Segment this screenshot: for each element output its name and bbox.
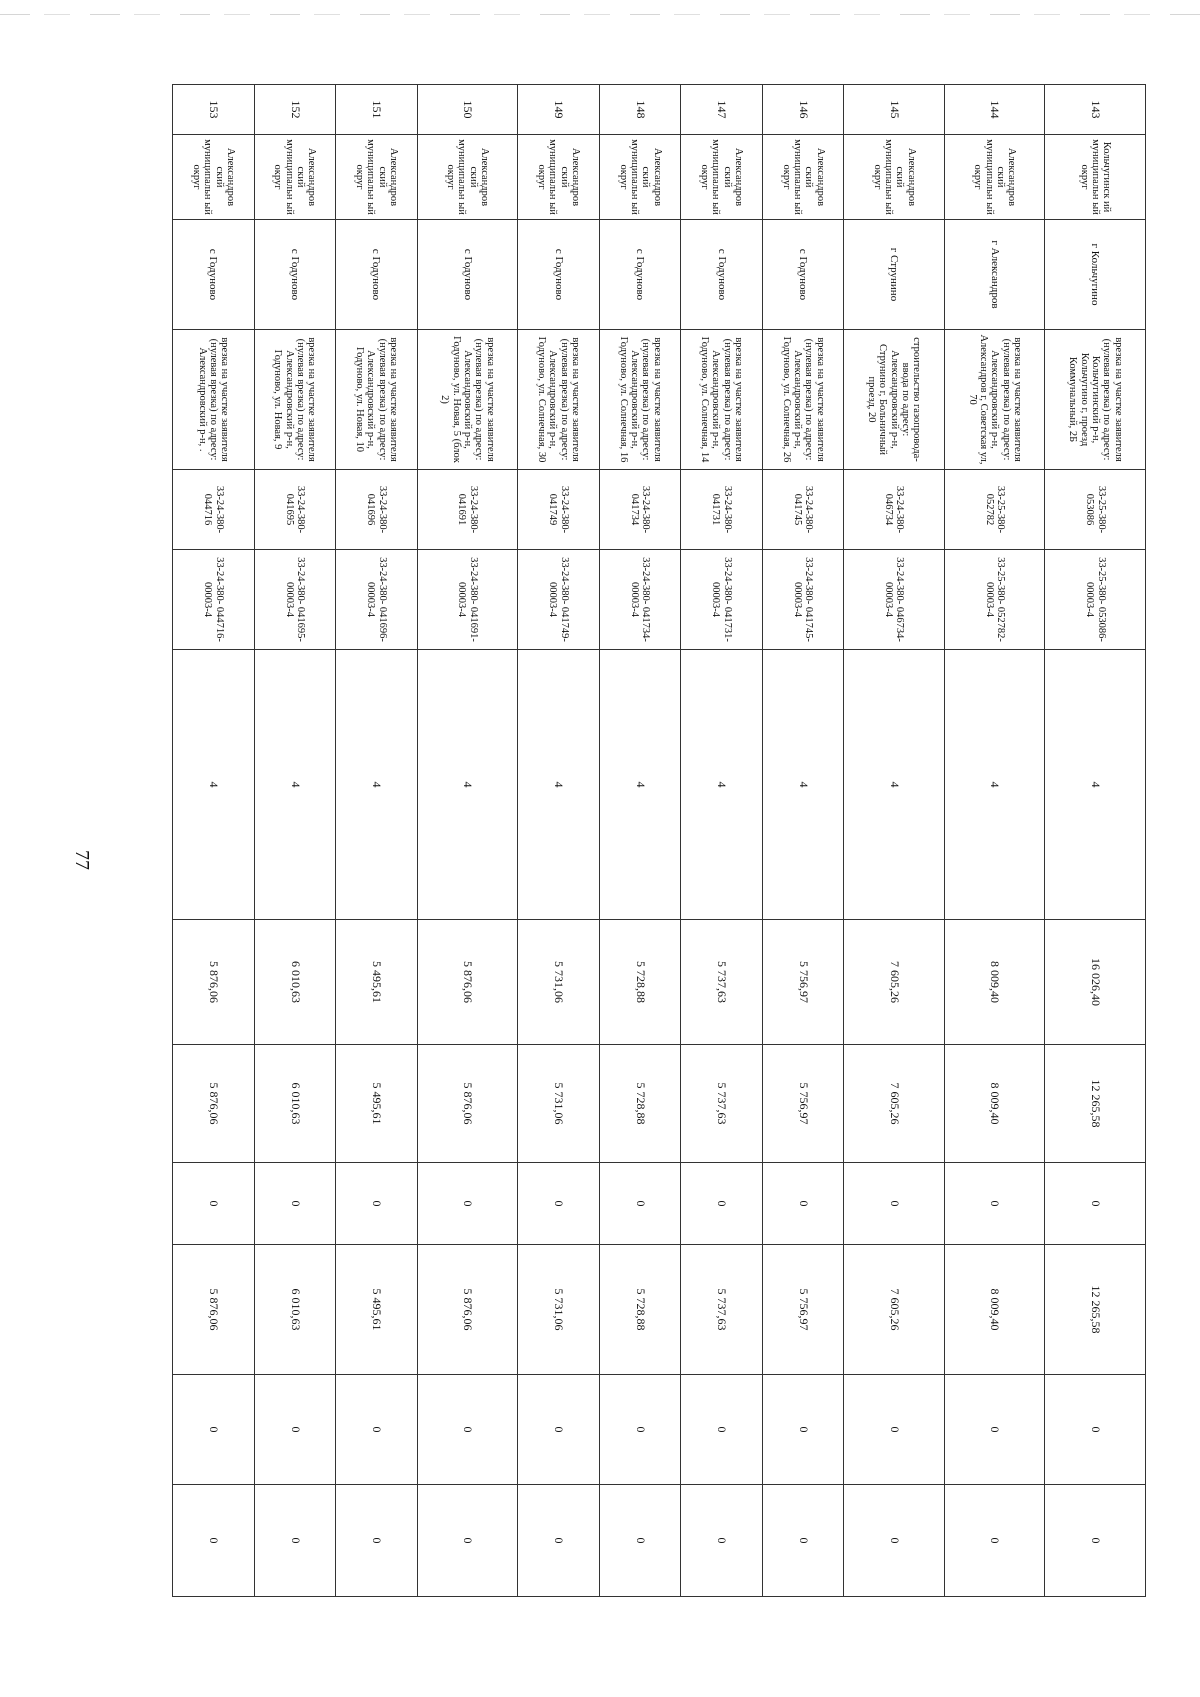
cost-e-cell: 0 bbox=[336, 1485, 418, 1597]
cost-c-cell: 5 728,88 bbox=[599, 1245, 681, 1375]
row-number-cell: 146 bbox=[762, 85, 844, 135]
cost-c-cell: 6 010,63 bbox=[254, 1245, 336, 1375]
category-value-cell: 4 bbox=[681, 650, 763, 920]
total-cost-cell: 5 728,88 bbox=[599, 920, 681, 1045]
municipal-district-cell: Александров ский муниципальн ый округ bbox=[417, 135, 518, 220]
municipal-district-cell: Александров ский муниципальн ый округ bbox=[254, 135, 336, 220]
table-row bbox=[599, 85, 681, 1597]
municipal-district-cell: Александров ский муниципальн ый округ bbox=[518, 135, 600, 220]
work-description-cell: врезка на участке заявителя (нулевая врезка) по адресу: Александровский р-н, Годуново, ул. Солнечная, 26 bbox=[762, 330, 844, 470]
cost-e-cell: 0 bbox=[844, 1485, 945, 1597]
category-value-cell: 4 bbox=[518, 650, 600, 920]
cost-d-cell: 0 bbox=[1045, 1375, 1146, 1485]
cost-d-cell: 0 bbox=[844, 1375, 945, 1485]
table-row bbox=[336, 85, 418, 1597]
data-table bbox=[172, 84, 1146, 1597]
cost-e-cell: 0 bbox=[599, 1485, 681, 1597]
cost-c-cell: 8 009,40 bbox=[944, 1245, 1045, 1375]
object-code-cell: 33-25-380- 052782 bbox=[944, 470, 1045, 550]
municipal-district-cell: Александров ский муниципальн ый округ bbox=[599, 135, 681, 220]
work-description-cell: врезка на участке заявителя (нулевая врезка) по адресу: Александровский р-н, Годуново, ул. Новая, 10 bbox=[336, 330, 418, 470]
category-value-cell: 4 bbox=[599, 650, 681, 920]
contract-code-cell: 33-24-380- 044716- 00003-4 bbox=[173, 550, 255, 650]
total-cost-cell: 5 731,06 bbox=[518, 920, 600, 1045]
object-code-cell: 33-24-380- 041691 bbox=[417, 470, 518, 550]
cost-b-cell: 0 bbox=[944, 1163, 1045, 1245]
contract-code-cell: 33-24-380- 041695- 00003-4 bbox=[254, 550, 336, 650]
settlement-cell: с Годуново bbox=[336, 220, 418, 330]
object-code-cell: 33-24-380- 041695 bbox=[254, 470, 336, 550]
total-cost-cell: 5 737,63 bbox=[681, 920, 763, 1045]
table-row bbox=[944, 85, 1045, 1597]
cost-d-cell: 0 bbox=[944, 1375, 1045, 1485]
object-code-cell: 33-25-380- 053086 bbox=[1045, 470, 1146, 550]
table-row bbox=[173, 85, 255, 1597]
work-description-cell: врезка на участке заявителя (нулевая врезка) по адресу: Александровский р-н, . bbox=[173, 330, 255, 470]
scan-artifact-line bbox=[0, 14, 1200, 15]
category-value-cell: 4 bbox=[417, 650, 518, 920]
cost-c-cell: 5 756,97 bbox=[762, 1245, 844, 1375]
settlement-cell: с Годуново bbox=[681, 220, 763, 330]
cost-c-cell: 5 876,06 bbox=[173, 1245, 255, 1375]
category-value-cell: 4 bbox=[844, 650, 945, 920]
contract-code-cell: 33-24-380- 041734- 00003-4 bbox=[599, 550, 681, 650]
total-cost-cell: 16 026,40 bbox=[1045, 920, 1146, 1045]
total-cost-cell: 6 010,63 bbox=[254, 920, 336, 1045]
contract-code-cell: 33-24-380- 041731- 00003-4 bbox=[681, 550, 763, 650]
work-description-cell: врезка на участке заявителя (нулевая врезка) по адресу: Александровский р-н, Годуново, ул. Солнечная, 14 bbox=[681, 330, 763, 470]
total-cost-cell: 5 876,06 bbox=[173, 920, 255, 1045]
total-cost-cell: 5 495,61 bbox=[336, 920, 418, 1045]
cost-d-cell: 0 bbox=[336, 1375, 418, 1485]
category-value-cell: 4 bbox=[336, 650, 418, 920]
cost-e-cell: 0 bbox=[173, 1485, 255, 1597]
row-number-cell: 153 bbox=[173, 85, 255, 135]
settlement-cell: с Годуново bbox=[173, 220, 255, 330]
row-number-cell: 147 bbox=[681, 85, 763, 135]
municipal-district-cell: Александров ский муниципальн ый округ bbox=[844, 135, 945, 220]
object-code-cell: 33-24-380- 041731 bbox=[681, 470, 763, 550]
category-value-cell: 4 bbox=[254, 650, 336, 920]
work-description-cell: врезка на участке заявителя (нулевая врезка) по адресу: Александровский р-н, Годуново, ул. Новая, 9 bbox=[254, 330, 336, 470]
cost-e-cell: 0 bbox=[254, 1485, 336, 1597]
contract-code-cell: 33-24-380- 041749- 00003-4 bbox=[518, 550, 600, 650]
table-row bbox=[1045, 85, 1146, 1597]
work-description-cell: врезка на участке заявителя (нулевая врезка) по адресу: Кольчугинский р-н, Кольчугино г, проезд Коммунальный, 2Б bbox=[1045, 330, 1146, 470]
table-row bbox=[417, 85, 518, 1597]
cost-a-cell: 5 731,06 bbox=[518, 1045, 600, 1163]
table-body bbox=[173, 85, 1146, 1597]
rotated-table-wrapper bbox=[172, 84, 1146, 1596]
settlement-cell: г Кольчугино bbox=[1045, 220, 1146, 330]
settlement-cell: г Александров bbox=[944, 220, 1045, 330]
contract-code-cell: 33-24-380- 041696- 00003-4 bbox=[336, 550, 418, 650]
cost-a-cell: 6 010,63 bbox=[254, 1045, 336, 1163]
cost-c-cell: 5 731,06 bbox=[518, 1245, 600, 1375]
cost-e-cell: 0 bbox=[944, 1485, 1045, 1597]
work-description-cell: врезка на участке заявителя (нулевая врезка) по адресу: Александровский р-н, Годуново, ул. Новая, 5 (блок 2) bbox=[417, 330, 518, 470]
cost-e-cell: 0 bbox=[1045, 1485, 1146, 1597]
settlement-cell: с Годуново bbox=[518, 220, 600, 330]
cost-a-cell: 5 876,06 bbox=[173, 1045, 255, 1163]
cost-b-cell: 0 bbox=[599, 1163, 681, 1245]
table-row bbox=[254, 85, 336, 1597]
cost-a-cell: 5 728,88 bbox=[599, 1045, 681, 1163]
row-number-cell: 152 bbox=[254, 85, 336, 135]
municipal-district-cell: Александров ский муниципальн ый округ bbox=[944, 135, 1045, 220]
row-number-cell: 151 bbox=[336, 85, 418, 135]
category-value-cell: 4 bbox=[762, 650, 844, 920]
cost-d-cell: 0 bbox=[173, 1375, 255, 1485]
row-number-cell: 150 bbox=[417, 85, 518, 135]
category-value-cell: 4 bbox=[173, 650, 255, 920]
contract-code-cell: 33-24-380- 041691- 00003-4 bbox=[417, 550, 518, 650]
cost-e-cell: 0 bbox=[417, 1485, 518, 1597]
cost-d-cell: 0 bbox=[681, 1375, 763, 1485]
cost-e-cell: 0 bbox=[518, 1485, 600, 1597]
object-code-cell: 33-24-380- 044716 bbox=[173, 470, 255, 550]
cost-a-cell: 12 265,58 bbox=[1045, 1045, 1146, 1163]
cost-b-cell: 0 bbox=[1045, 1163, 1146, 1245]
cost-b-cell: 0 bbox=[417, 1163, 518, 1245]
cost-d-cell: 0 bbox=[417, 1375, 518, 1485]
work-description-cell: врезка на участке заявителя (нулевая врезка) по адресу: Александровский р-н, Годуново, ул. Солнечная, 16 bbox=[599, 330, 681, 470]
cost-a-cell: 7 605,26 bbox=[844, 1045, 945, 1163]
municipal-district-cell: Александров ский муниципальн ый округ bbox=[173, 135, 255, 220]
cost-c-cell: 12 265,58 bbox=[1045, 1245, 1146, 1375]
municipal-district-cell: Кольчугинск ий муниципальн ый округ bbox=[1045, 135, 1146, 220]
rotated-table-container bbox=[172, 84, 1146, 1596]
cost-b-cell: 0 bbox=[681, 1163, 763, 1245]
row-number-cell: 148 bbox=[599, 85, 681, 135]
settlement-cell: с Годуново bbox=[254, 220, 336, 330]
cost-a-cell: 5 876,06 bbox=[417, 1045, 518, 1163]
total-cost-cell: 5 756,97 bbox=[762, 920, 844, 1045]
total-cost-cell: 8 009,40 bbox=[944, 920, 1045, 1045]
category-value-cell: 4 bbox=[1045, 650, 1146, 920]
work-description-cell: врезка на участке заявителя (нулевая врезка) по адресу: Александровский р-н, Годуново, ул. Солнечная, 30 bbox=[518, 330, 600, 470]
object-code-cell: 33-24-380- 041696 bbox=[336, 470, 418, 550]
cost-b-cell: 0 bbox=[336, 1163, 418, 1245]
cost-a-cell: 5 495,61 bbox=[336, 1045, 418, 1163]
table-row bbox=[518, 85, 600, 1597]
work-description-cell: строительство газопровода-ввода по адресу: Александровский р-н, Струнино г, Больничный проезд, 20 bbox=[844, 330, 945, 470]
cost-a-cell: 8 009,40 bbox=[944, 1045, 1045, 1163]
row-number-cell: 145 bbox=[844, 85, 945, 135]
cost-d-cell: 0 bbox=[762, 1375, 844, 1485]
object-code-cell: 33-24-380- 046734 bbox=[844, 470, 945, 550]
page-number: 77 bbox=[71, 850, 93, 870]
cost-b-cell: 0 bbox=[762, 1163, 844, 1245]
cost-b-cell: 0 bbox=[254, 1163, 336, 1245]
cost-d-cell: 0 bbox=[599, 1375, 681, 1485]
cost-c-cell: 5 876,06 bbox=[417, 1245, 518, 1375]
cost-b-cell: 0 bbox=[173, 1163, 255, 1245]
settlement-cell: с Годуново bbox=[762, 220, 844, 330]
object-code-cell: 33-24-380- 041745 bbox=[762, 470, 844, 550]
total-cost-cell: 5 876,06 bbox=[417, 920, 518, 1045]
table-row bbox=[844, 85, 945, 1597]
cost-e-cell: 0 bbox=[681, 1485, 763, 1597]
contract-code-cell: 33-25-380- 052782- 00003-4 bbox=[944, 550, 1045, 650]
object-code-cell: 33-24-380- 041734 bbox=[599, 470, 681, 550]
cost-b-cell: 0 bbox=[518, 1163, 600, 1245]
cost-a-cell: 5 737,63 bbox=[681, 1045, 763, 1163]
contract-code-cell: 33-24-380- 041745- 00003-4 bbox=[762, 550, 844, 650]
municipal-district-cell: Александров ский муниципальн ый округ bbox=[681, 135, 763, 220]
cost-e-cell: 0 bbox=[762, 1485, 844, 1597]
cost-c-cell: 5 495,61 bbox=[336, 1245, 418, 1375]
work-description-cell: врезка на участке заявителя (нулевая врезка) по адресу: Александровский р-н, Александров г, Советская ул, 70 bbox=[944, 330, 1045, 470]
category-value-cell: 4 bbox=[944, 650, 1045, 920]
settlement-cell: г Струнино bbox=[844, 220, 945, 330]
settlement-cell: с Годуново bbox=[417, 220, 518, 330]
object-code-cell: 33-24-380- 041749 bbox=[518, 470, 600, 550]
cost-c-cell: 7 605,26 bbox=[844, 1245, 945, 1375]
municipal-district-cell: Александров ский муниципальн ый округ bbox=[762, 135, 844, 220]
municipal-district-cell: Александров ский муниципальн ый округ bbox=[336, 135, 418, 220]
cost-b-cell: 0 bbox=[844, 1163, 945, 1245]
cost-d-cell: 0 bbox=[518, 1375, 600, 1485]
contract-code-cell: 33-25-380- 053086- 00003-4 bbox=[1045, 550, 1146, 650]
row-number-cell: 143 bbox=[1045, 85, 1146, 135]
cost-a-cell: 5 756,97 bbox=[762, 1045, 844, 1163]
contract-code-cell: 33-24-380- 046734- 00003-4 bbox=[844, 550, 945, 650]
settlement-cell: с Годуново bbox=[599, 220, 681, 330]
row-number-cell: 149 bbox=[518, 85, 600, 135]
cost-d-cell: 0 bbox=[254, 1375, 336, 1485]
table-row bbox=[681, 85, 763, 1597]
table-row bbox=[762, 85, 844, 1597]
row-number-cell: 144 bbox=[944, 85, 1045, 135]
total-cost-cell: 7 605,26 bbox=[844, 920, 945, 1045]
cost-c-cell: 5 737,63 bbox=[681, 1245, 763, 1375]
